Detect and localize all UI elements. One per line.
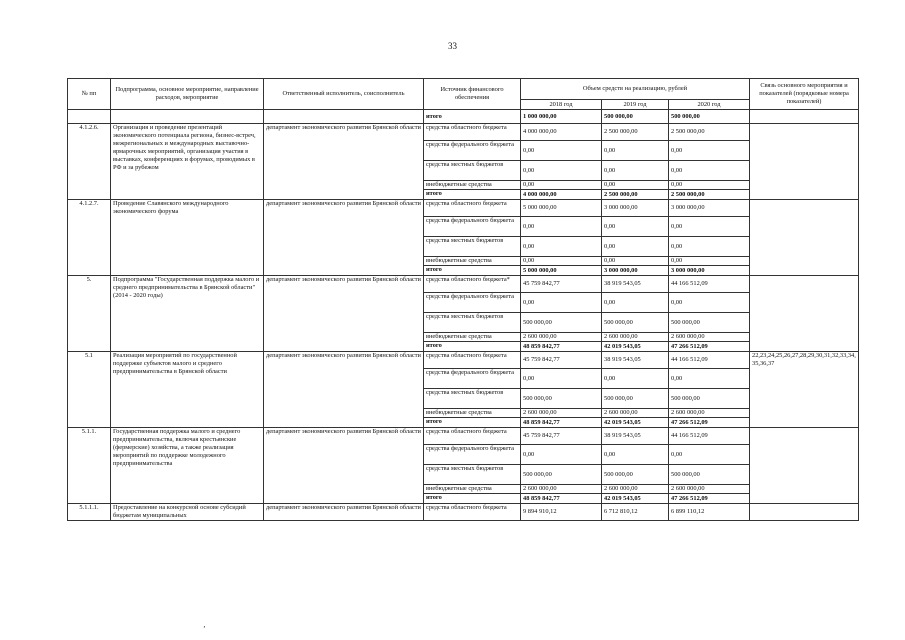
table-body [68,110,859,521]
source-cell: внебюджетные средства [424,409,521,418]
row-title-cell: Подпрограмма "Государственная поддержка малого и среднего предпринимательства в Брянской области" (2014 - 2020 годы) [111,276,264,352]
value-2018-cell: 500 000,00 [521,389,602,409]
value-2019-cell: 500 000,00 [602,313,669,333]
value-2018-cell: 48 859 842,77 [521,342,602,352]
value-2019-cell: 0,00 [602,161,669,181]
source-cell: средства федерального бюджета [424,293,521,313]
value-2020-cell: 2 500 000,00 [669,190,750,200]
header-2020: 2020 год [669,100,750,110]
value-2018-cell: 0,00 [521,369,602,389]
source-cell: средства федерального бюджета [424,445,521,465]
value-2019-cell: 2 500 000,00 [602,190,669,200]
value-2018-cell: 0,00 [521,237,602,257]
row-code-cell: 4.1.2.6. [68,124,111,200]
source-cell: итого [424,418,521,428]
source-cell: итого [424,110,521,124]
row-executor-cell: департамент экономического развития Брянской области [264,276,424,352]
source-cell: средства местных бюджетов [424,237,521,257]
value-2020-cell: 2 600 000,00 [669,485,750,494]
value-2018-cell: 0,00 [521,293,602,313]
value-2020-cell: 3 000 000,00 [669,266,750,276]
value-2019-cell: 0,00 [602,369,669,389]
row-code-cell: 5.1.1. [68,428,111,504]
row-title-cell: Предоставление на конкурсной основе субсидий бюджетам муниципальных [111,504,264,521]
table-row [68,428,859,445]
value-2019-cell: 42 019 543,05 [602,342,669,352]
row-title-cell: Организация и проведение презентаций экономического потенциала региона, бизнес-встреч, межрегиональных и международных выставочно-ярмарочных мероприятий, организация участия в выставках, конференциях и форумах, проводимых в РФ и за рубежом [111,124,264,200]
value-2020-cell: 2 500 000,00 [669,124,750,141]
source-cell: средства федерального бюджета [424,141,521,161]
row-executor-cell: департамент экономического развития Брянской области [264,352,424,428]
value-2019-cell: 500 000,00 [602,465,669,485]
value-2018-cell: 500 000,00 [521,465,602,485]
row-title-cell: Проведение Славянского международного экономического форума [111,200,264,276]
source-cell: средства местных бюджетов [424,161,521,181]
row-link-cell: 22,23,24,25,26,27,28,29,30,31,32,33,34,35,36,37 [750,352,859,428]
value-2018-cell: 0,00 [521,181,602,190]
value-2020-cell: 500 000,00 [669,389,750,409]
row-executor-cell: департамент экономического развития Брянской области [264,428,424,504]
value-2018-cell: 2 600 000,00 [521,485,602,494]
value-2018-cell: 9 894 910,12 [521,504,602,521]
value-2018-cell: 0,00 [521,141,602,161]
value-2018-cell: 2 600 000,00 [521,409,602,418]
table-row [68,276,859,293]
source-cell: итого [424,342,521,352]
source-cell: средства областного бюджета [424,200,521,217]
value-2020-cell: 0,00 [669,237,750,257]
table-row [68,110,859,124]
value-2020-cell: 6 899 110,12 [669,504,750,521]
value-2019-cell: 42 019 543,05 [602,494,669,504]
row-link-cell [750,200,859,276]
value-2018-cell: 2 600 000,00 [521,333,602,342]
value-2018-cell: 0,00 [521,257,602,266]
source-cell: внебюджетные средства [424,485,521,494]
value-2019-cell: 2 600 000,00 [602,409,669,418]
value-2019-cell: 0,00 [602,445,669,465]
value-2019-cell: 3 000 000,00 [602,266,669,276]
row-link-cell [750,504,859,521]
row-code-cell: 5.1.1.1. [68,504,111,521]
row-code-cell: 5. [68,276,111,352]
row-title-cell: Реализация мероприятий по государственной поддержке субъектов малого и среднего предпринимательства в Брянской области [111,352,264,428]
source-cell: средства местных бюджетов [424,389,521,409]
value-2020-cell: 0,00 [669,181,750,190]
value-2018-cell: 4 000 000,00 [521,124,602,141]
table-row [68,124,859,141]
value-2019-cell: 0,00 [602,141,669,161]
value-2020-cell: 0,00 [669,161,750,181]
header-source: Источник финансового обеспечения [424,79,521,110]
value-2019-cell: 500 000,00 [602,389,669,409]
row-code-cell: 4.1.2.7. [68,200,111,276]
value-2019-cell: 38 919 543,05 [602,352,669,369]
scan-mark: ‚ [203,620,206,629]
header-num: № пп [68,79,111,110]
value-2020-cell: 47 266 512,09 [669,494,750,504]
header-2018: 2018 год [521,100,602,110]
value-2020-cell: 3 000 000,00 [669,200,750,217]
row-executor-cell: департамент экономического развития Брянской области [264,200,424,276]
source-cell: итого [424,190,521,200]
source-cell: средства местных бюджетов [424,313,521,333]
value-2020-cell: 2 600 000,00 [669,409,750,418]
source-cell: итого [424,494,521,504]
header-2019: 2019 год [602,100,669,110]
value-2018-cell: 500 000,00 [521,313,602,333]
value-2018-cell: 48 859 842,77 [521,418,602,428]
value-2019-cell: 3 000 000,00 [602,200,669,217]
value-2020-cell: 44 166 512,09 [669,352,750,369]
header-link: Связь основного мероприятия и показателей (порядковые номера показателей) [750,79,859,110]
source-cell: средства областного бюджета [424,124,521,141]
value-2018-cell: 4 000 000,00 [521,190,602,200]
source-cell: внебюджетные средства [424,333,521,342]
value-2018-cell: 1 000 000,00 [521,110,602,124]
row-executor-cell: департамент экономического развития Брянской области [264,124,424,200]
value-2019-cell: 38 919 543,05 [602,428,669,445]
row-link-cell [750,124,859,200]
value-2019-cell: 38 919 543,05 [602,276,669,293]
row-link-cell [750,276,859,352]
value-2018-cell: 48 859 842,77 [521,494,602,504]
source-cell: средства местных бюджетов [424,465,521,485]
value-2020-cell: 44 166 512,09 [669,428,750,445]
value-2019-cell: 0,00 [602,237,669,257]
value-2019-cell: 0,00 [602,217,669,237]
value-2020-cell: 500 000,00 [669,110,750,124]
budget-table [67,78,859,521]
source-cell: средства областного бюджета [424,352,521,369]
value-2018-cell: 45 759 842,77 [521,352,602,369]
value-2018-cell: 0,00 [521,445,602,465]
value-2019-cell: 42 019 543,05 [602,418,669,428]
value-2019-cell: 0,00 [602,293,669,313]
value-2020-cell: 500 000,00 [669,313,750,333]
header-program: Подпрограмма, основное мероприятие, направление расходов, мероприятие [111,79,264,110]
page-number: 33 [448,41,457,51]
value-2020-cell: 2 600 000,00 [669,333,750,342]
value-2020-cell: 0,00 [669,445,750,465]
value-2020-cell: 0,00 [669,257,750,266]
header-executor: Ответственный исполнитель, соисполнитель [264,79,424,110]
value-2020-cell: 0,00 [669,217,750,237]
row-executor-cell: департамент экономического развития Брянской области [264,504,424,521]
source-cell: средства федерального бюджета [424,217,521,237]
value-2019-cell: 2 600 000,00 [602,333,669,342]
row-link-cell [750,428,859,504]
table-row [68,200,859,217]
value-2019-cell: 0,00 [602,181,669,190]
value-2018-cell: 5 000 000,00 [521,266,602,276]
source-cell: итого [424,266,521,276]
source-cell: средства областного бюджета* [424,276,521,293]
header-volume: Объем средств на реализацию, рублей [521,79,750,100]
value-2020-cell: 0,00 [669,369,750,389]
source-cell: средства областного бюджета [424,504,521,521]
value-2019-cell: 2 500 000,00 [602,124,669,141]
source-cell: внебюджетные средства [424,181,521,190]
value-2020-cell: 0,00 [669,293,750,313]
table-row [68,504,859,521]
value-2019-cell: 500 000,00 [602,110,669,124]
value-2018-cell: 0,00 [521,217,602,237]
value-2020-cell: 500 000,00 [669,465,750,485]
value-2020-cell: 0,00 [669,141,750,161]
row-code-cell: 5.1 [68,352,111,428]
value-2018-cell: 45 759 842,77 [521,276,602,293]
value-2020-cell: 47 266 512,09 [669,418,750,428]
value-2019-cell: 2 600 000,00 [602,485,669,494]
row-title-cell: Государственная поддержка малого и среднего предпринимательства, включая крестьянские (фермерские) хозяйства, а также реализация мероприятий по поддержке молодежного предпринимательства [111,428,264,504]
value-2020-cell: 44 166 512,09 [669,276,750,293]
value-2020-cell: 47 266 512,09 [669,342,750,352]
source-cell: средства областного бюджета [424,428,521,445]
value-2019-cell: 6 712 810,12 [602,504,669,521]
value-2018-cell: 5 000 000,00 [521,200,602,217]
table-row [68,352,859,369]
value-2018-cell: 45 759 842,77 [521,428,602,445]
value-2019-cell: 0,00 [602,257,669,266]
value-2018-cell: 0,00 [521,161,602,181]
source-cell: средства федерального бюджета [424,369,521,389]
source-cell: внебюджетные средства [424,257,521,266]
